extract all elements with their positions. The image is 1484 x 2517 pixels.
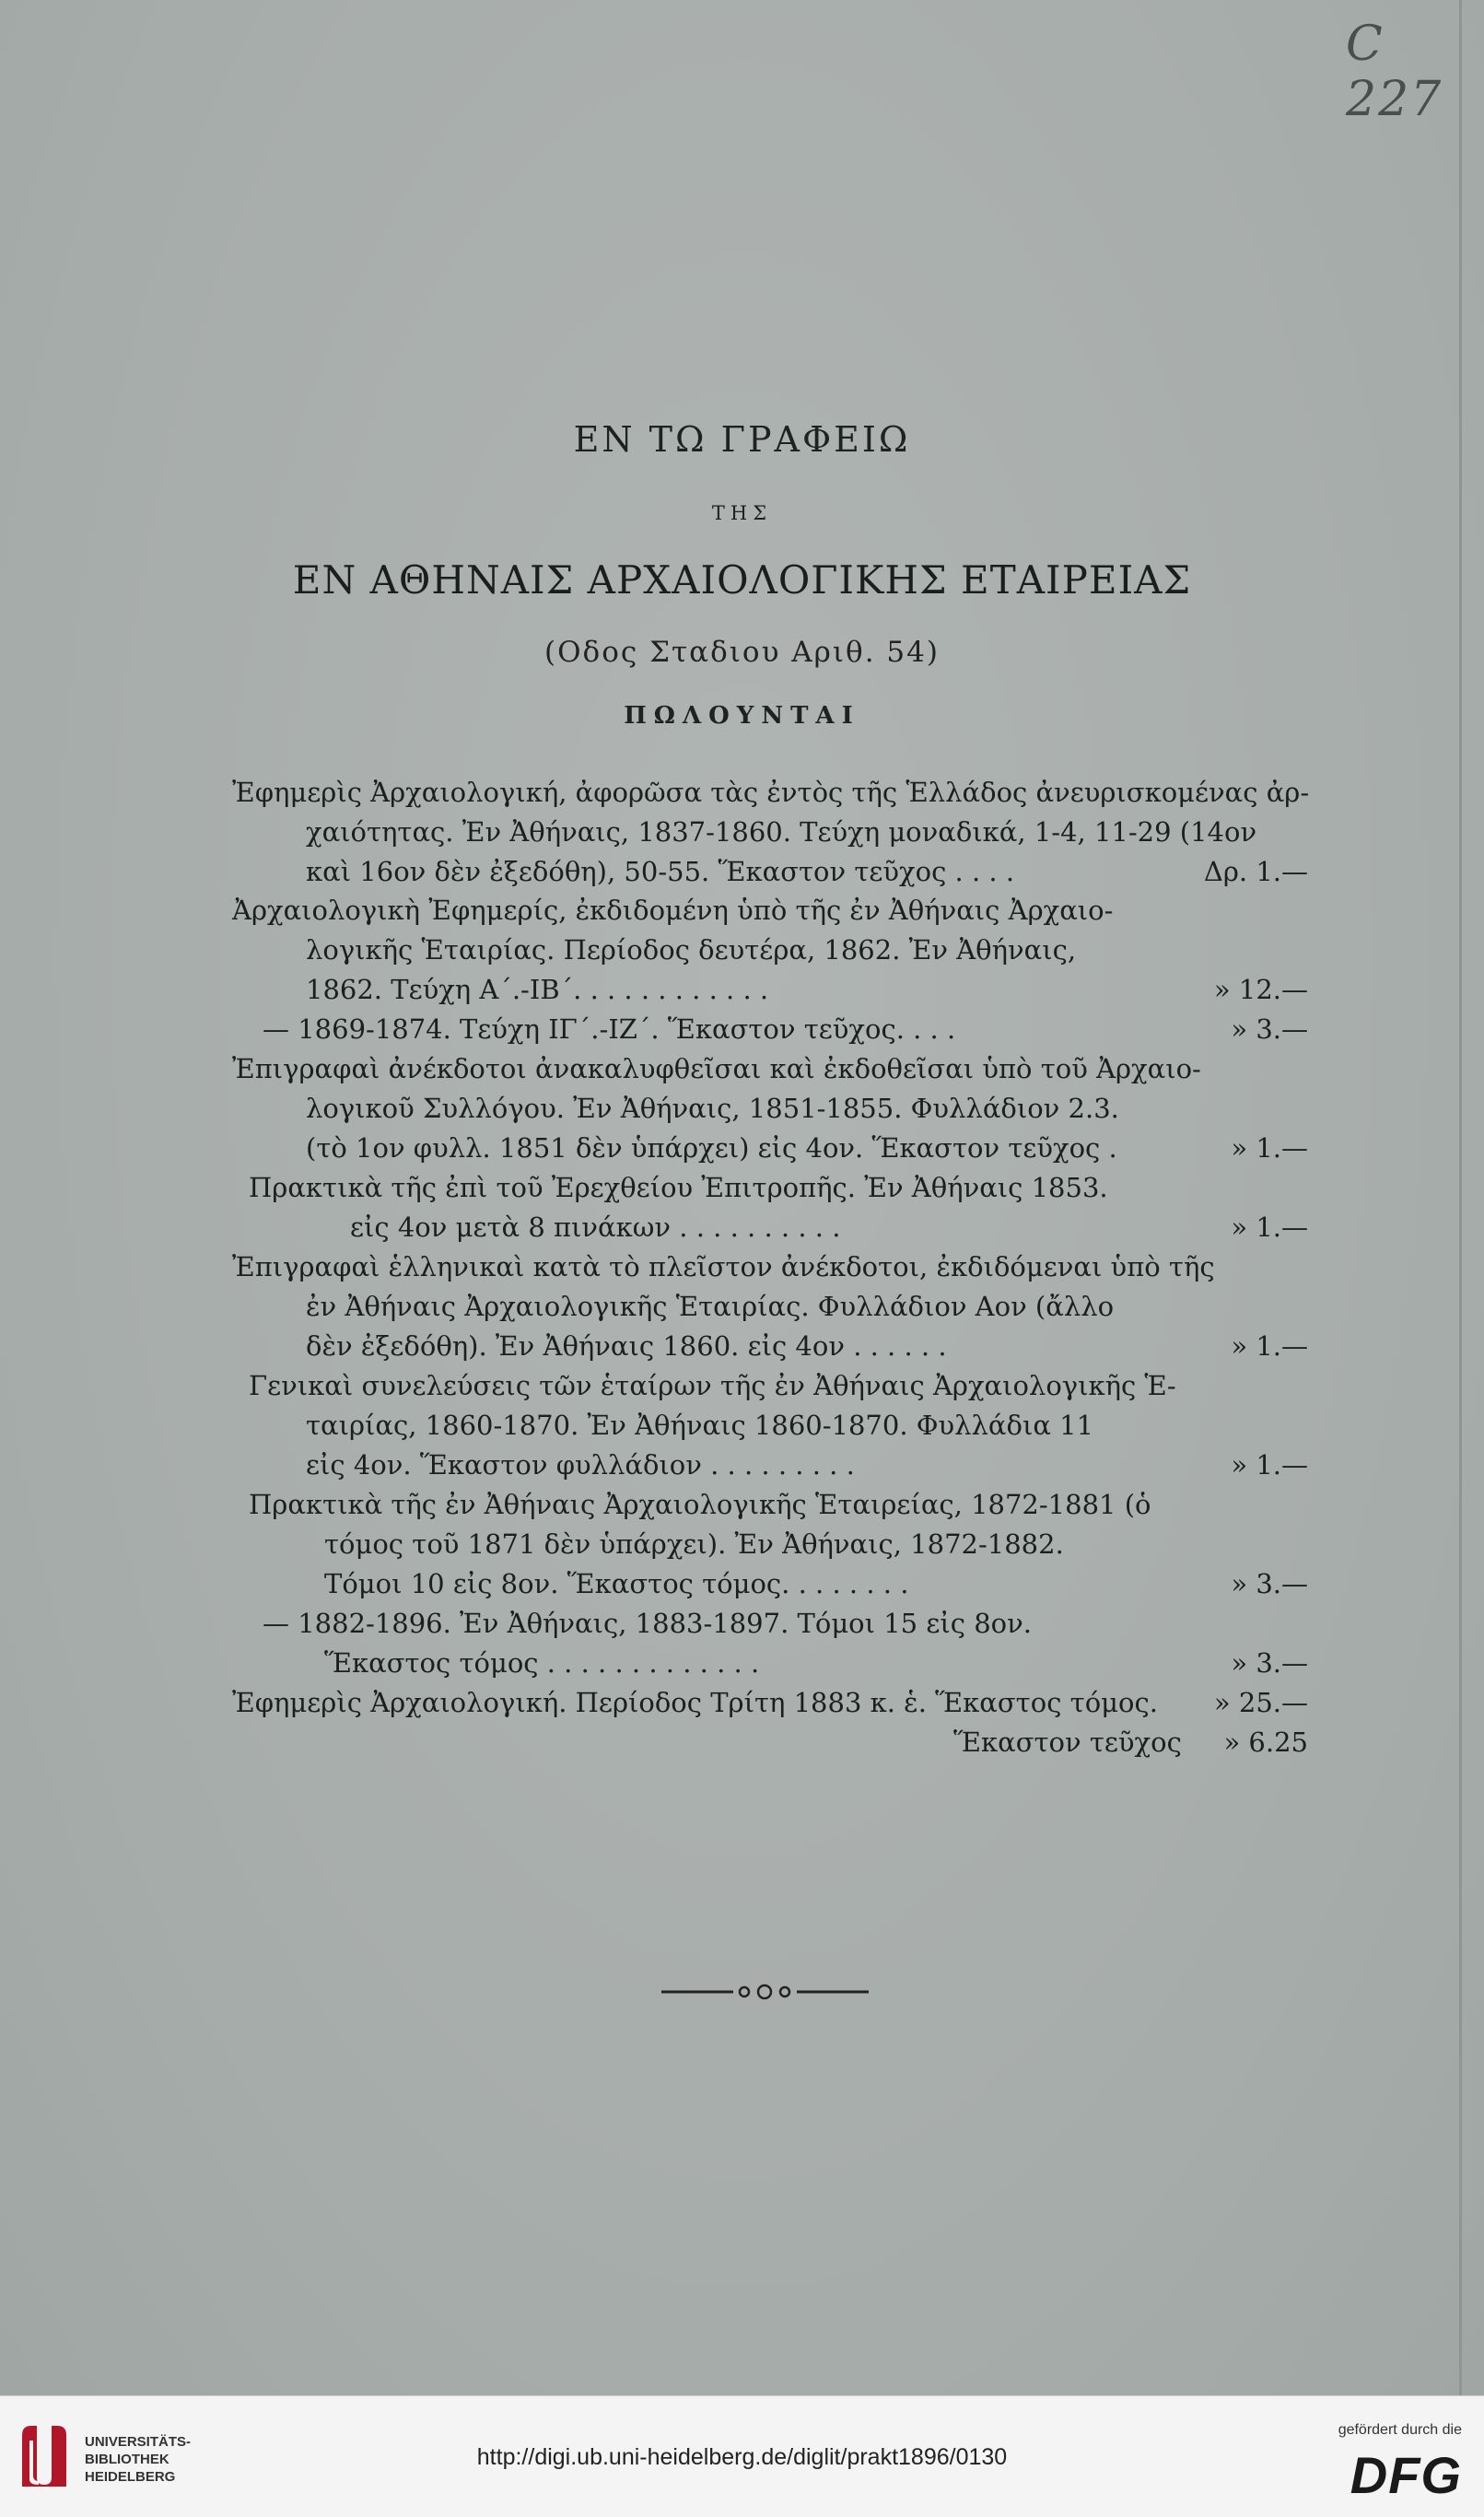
listing-price: » 25.— xyxy=(1213,1687,1308,1718)
library-name-line: HEIDELBERG xyxy=(85,2469,176,2485)
listing-price: » 3.— xyxy=(1231,1568,1308,1599)
listing-line: Τόμοι 10 εἰς 8ον. Ἕκαστος τόμος. . . . . . . . xyxy=(324,1568,909,1599)
funding-label: gefördert durch die xyxy=(1338,2422,1462,2438)
listing-line: χαιότητας. Ἐν Ἀθήναις, 1837-1860. Τεύχη μοναδικά, 1-4, 11-29 (14ον xyxy=(306,816,1257,848)
listing-price: » 12.— xyxy=(1213,974,1308,1005)
listing-price: » 1.— xyxy=(1231,1449,1308,1481)
listing-line: λογικῆς Ἑταιρίας. Περίοδος δευτέρα, 1862. Ἐν Ἀθήναις, xyxy=(306,934,1077,966)
listing-line: λογικοῦ Συλλόγου. Ἐν Ἀθήναις, 1851-1855. Φυλλάδιον 2.3. xyxy=(306,1093,1119,1124)
listing-price: » 3.— xyxy=(1231,1647,1308,1679)
listing-line: εἰς 4ον μετὰ 8 πινάκων . . . . . . . . . . xyxy=(350,1212,841,1243)
listing-price: » 3.— xyxy=(1231,1013,1308,1045)
footer-bar xyxy=(0,2395,1484,2517)
header-line-1: ΕΝ ΤΩ ΓΡΑΦΕΙΩ xyxy=(573,419,911,460)
listing-price: » 1.— xyxy=(1231,1212,1308,1243)
listing-line: Ἐπιγραφαὶ ἀνέκδοτοι ἀνακαλυφθεῖσαι καὶ ἐκδοθεῖσαι ὑπὸ τοῦ Ἀρχαιο- xyxy=(232,1053,1201,1084)
listing-line: Ἐφημερὶς Ἀρχαιολογική, ἀφορῶσα τὰς ἐντὸς τῆς Ἑλλάδος ἀνευρισκομένας ἀρ- xyxy=(232,777,1310,808)
ornament-divider-icon xyxy=(661,1981,869,2003)
listing-line: ταιρίας, 1860-1870. Ἐν Ἀθήναις 1860-1870. Φυλλάδια 11 xyxy=(306,1410,1094,1441)
listing-line: Ἕκαστος τόμος . . . . . . . . . . . . . xyxy=(324,1647,760,1679)
listing-line: 1862. Τεύχη Α΄.-ΙΒ΄. . . . . . . . . . . . xyxy=(306,974,769,1005)
listing-line: Γενικαὶ συνελεύσεις τῶν ἑταίρων τῆς ἐν Ἀθήναις Ἀρχαιολογικῆς Ἑ- xyxy=(249,1370,1176,1401)
library-name-line: BIBLIOTHEK xyxy=(85,2452,169,2467)
listing-line: Πρακτικὰ τῆς ἐπὶ τοῦ Ἐρεχθείου Ἐπιτροπῆς. Ἐν Ἀθήναις 1853. xyxy=(249,1172,1108,1203)
shelfmark: C 227 xyxy=(1346,17,1443,127)
listing-line: (τὸ 1ον φυλλ. 1851 δὲν ὑπάρχει) εἰς 4ον. Ἕκαστον τεῦχος . xyxy=(306,1132,1117,1164)
listing-line: εἰς 4ον. Ἕκαστον φυλλάδιον . . . . . . . . . xyxy=(306,1449,855,1481)
listing-line: Ἐπιγραφαὶ ἑλληνικαὶ κατὰ τὸ πλεῖστον ἀνέκδοτοι, ἐκδιδόμεναι ὑπὸ τῆς xyxy=(232,1251,1215,1282)
listing-line: — 1869-1874. Τεύχη ΙΓ΄.-ΙΖ΄. Ἕκαστον τεῦχος. . . . xyxy=(263,1013,956,1045)
listing-price: » 1.— xyxy=(1231,1330,1308,1362)
listing-line: — 1882-1896. Ἐν Ἀθήναις, 1883-1897. Τόμοι 15 εἰς 8ον. xyxy=(263,1608,1032,1639)
header-line-2: ΤΗΣ xyxy=(711,502,773,524)
listing-line: καὶ 16ον δὲν ἐξεδόθη), 50-55. Ἕκαστον τεῦχος . . . . xyxy=(306,856,1015,887)
listing-line: Πρακτικὰ τῆς ἐν Ἀθήναις Ἀρχαιολογικῆς Ἑταιρείας, 1872-1881 (ὁ xyxy=(249,1489,1151,1520)
listing-line: Ἐφημερὶς Ἀρχαιολογική. Περίοδος Τρίτη 1883 κ. ἑ. Ἕκαστος τόμος. xyxy=(232,1687,1158,1718)
listing-price: » 1.— xyxy=(1231,1132,1308,1164)
listing-line: Ἀρχαιολογικὴ Ἐφημερίς, ἐκδιδομένη ὑπὸ τῆς ἐν Ἀθήναις Ἀρχαιο- xyxy=(232,895,1114,926)
listing-line: Ἕκαστον τεῦχος xyxy=(953,1727,1182,1758)
permalink-url[interactable]: http://digi.ub.uni-heidelberg.de/diglit/prakt1896/0130 xyxy=(476,2444,1008,2470)
header-address: (Οδος Σταδιου Αριθ. 54) xyxy=(544,636,940,669)
header-society-name: ΕΝ ΑΘΗΝΑΙΣ ΑΡΧΑΙΟΛΟΓΙΚΗΣ ΕΤΑΙΡΕΙΑΣ xyxy=(292,557,1192,603)
listing-line: δὲν ἐξεδόθη). Ἐν Ἀθήναις 1860. εἰς 4ον . . . . . . xyxy=(306,1330,947,1362)
listing-price: Δρ. 1.— xyxy=(1203,856,1308,887)
library-name-line: UNIVERSITÄTS- xyxy=(85,2434,192,2450)
listing-price: » 6.25 xyxy=(1223,1727,1308,1758)
listing-line: ἐν Ἀθήναις Ἀρχαιολογικῆς Ἑταιρίας. Φυλλάδιον Αον (ἄλλο xyxy=(306,1291,1115,1322)
header-for-sale: ΠΩΛΟΥΝΤΑΙ xyxy=(624,702,860,730)
listing-line: τόμος τοῦ 1871 δὲν ὑπάρχει). Ἐν Ἀθήναις, 1872-1882. xyxy=(324,1528,1064,1560)
dfg-logo: DFG xyxy=(1350,2446,1462,2504)
